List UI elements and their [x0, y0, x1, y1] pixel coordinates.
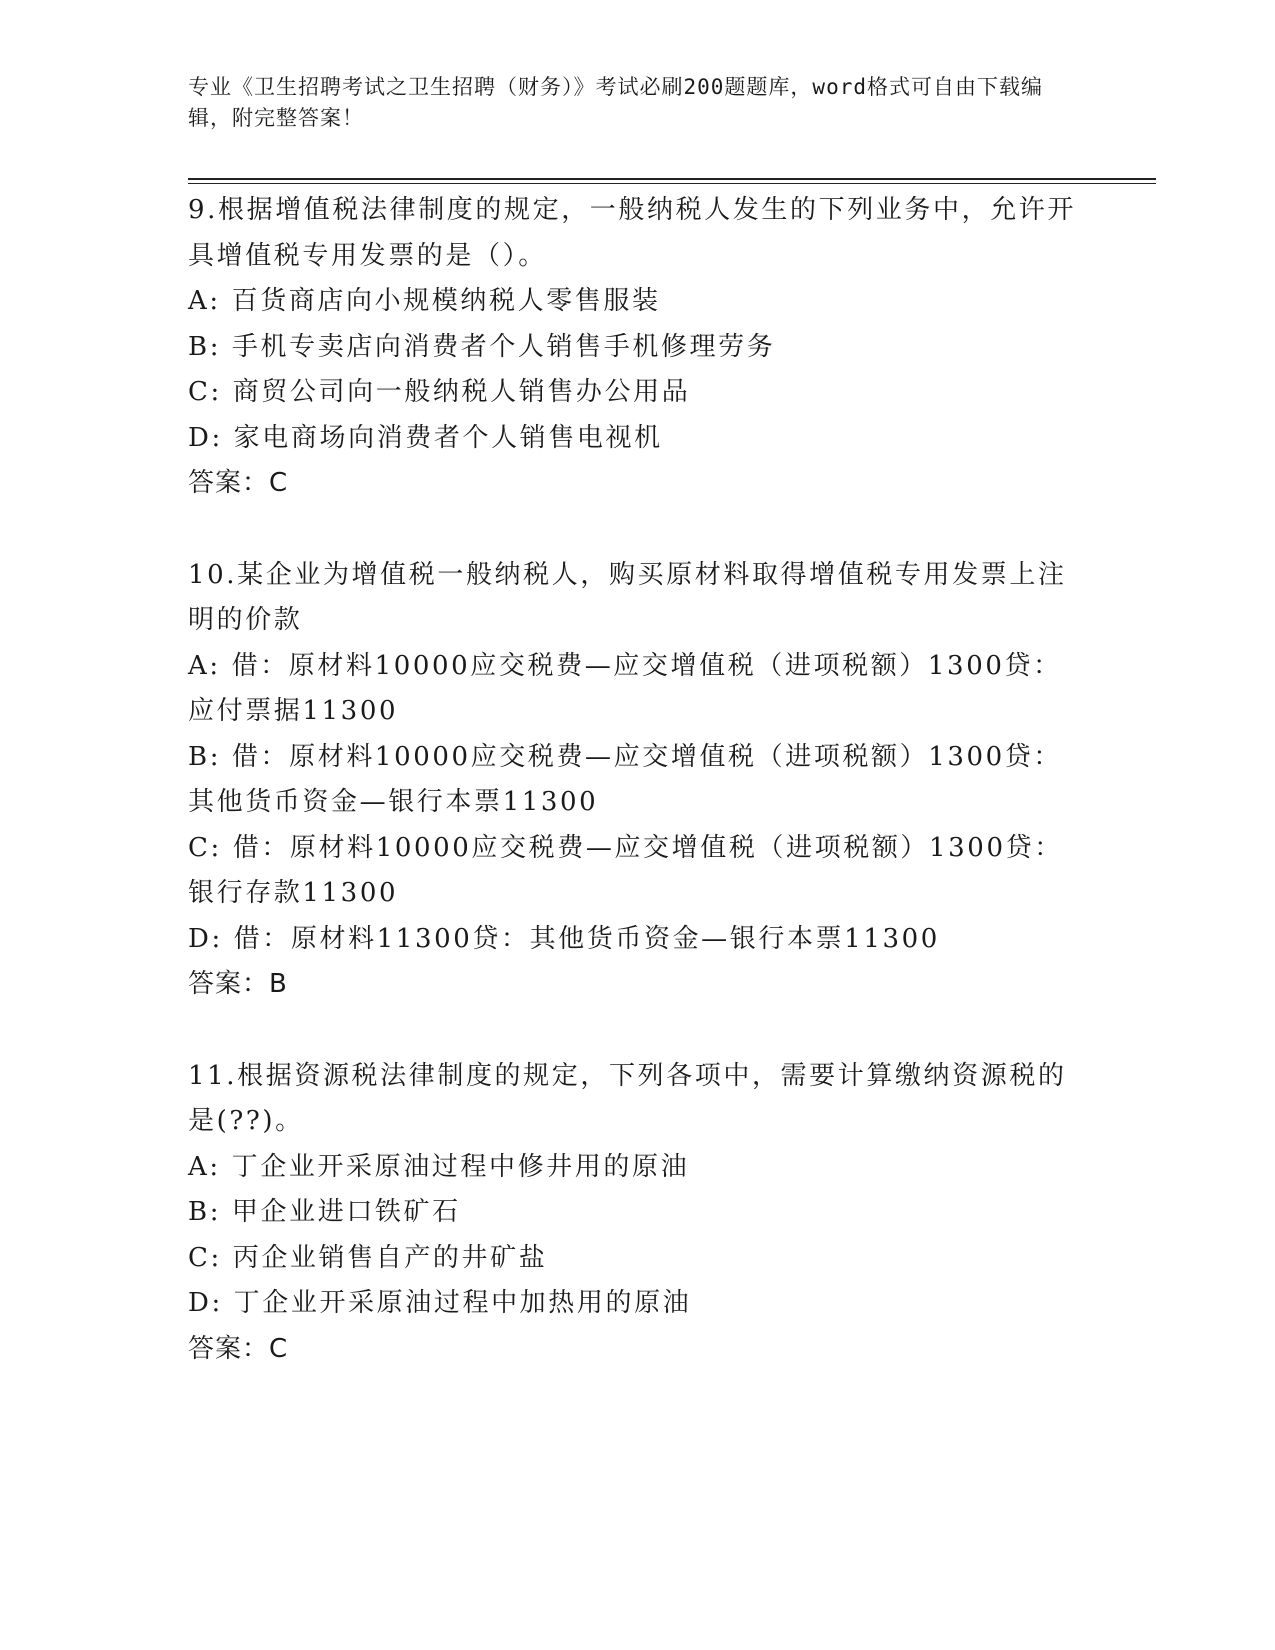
answer-line: 答案：C — [188, 1333, 289, 1364]
option-d: D: 家电商场向消费者个人销售电视机 — [188, 422, 663, 453]
answer-line: 答案：B — [188, 969, 288, 999]
answer-line: 答案：C — [188, 468, 289, 498]
option-a: A: 借：原材料10000应交税费—应交增值税（进项税额）1300贷：应付票据11300 — [188, 650, 1062, 726]
option-a: A: 丁企业开采原油过程中修井用的原油 — [188, 1151, 690, 1182]
document-header: 专业《卫生招聘考试之卫生招聘（财务）》考试必刷200题题库，word格式可自由下载编辑，附完整答案！ — [188, 75, 1043, 130]
question-11 — [188, 1054, 1088, 1373]
option-b: B: 借：原材料10000应交税费—应交增值税（进项税额）1300贷：其他货币资金—银行本票11300 — [188, 741, 1063, 817]
question-stem: 10.某企业为增值税一般纳税人，购买原材料取得增值税专用发票上注明的价款 — [188, 559, 1067, 635]
header-divider — [188, 178, 1156, 184]
question-stem: 9.根据增值税法律制度的规定，一般纳税人发生的下列业务中，允许开具增值税专用发票的是（）。 — [188, 195, 1077, 271]
option-c: C: 丙企业销售自产的井矿盐 — [188, 1242, 548, 1273]
option-b: B: 手机专卖店向消费者个人销售手机修理劳务 — [188, 331, 776, 362]
question-stem: 11.根据资源税法律制度的规定，下列各项中，需要计算缴纳资源税的是(??)。 — [188, 1060, 1067, 1136]
question-list — [188, 188, 1088, 1418]
option-c: C: 商贸公司向一般纳税人销售办公用品 — [188, 377, 691, 407]
option-b: B: 甲企业进口铁矿石 — [188, 1197, 461, 1227]
option-a: A: 百货商店向小规模纳税人零售服装 — [188, 286, 661, 316]
option-d: D: 借：原材料11300贷：其他货币资金—银行本票11300 — [188, 923, 940, 954]
option-d: D: 丁企业开采原油过程中加热用的原油 — [188, 1288, 692, 1318]
question-10 — [188, 553, 1088, 1008]
question-9 — [188, 188, 1088, 507]
option-c: C: 借：原材料10000应交税费—应交增值税（进项税额）1300贷：银行存款11300 — [188, 832, 1063, 908]
